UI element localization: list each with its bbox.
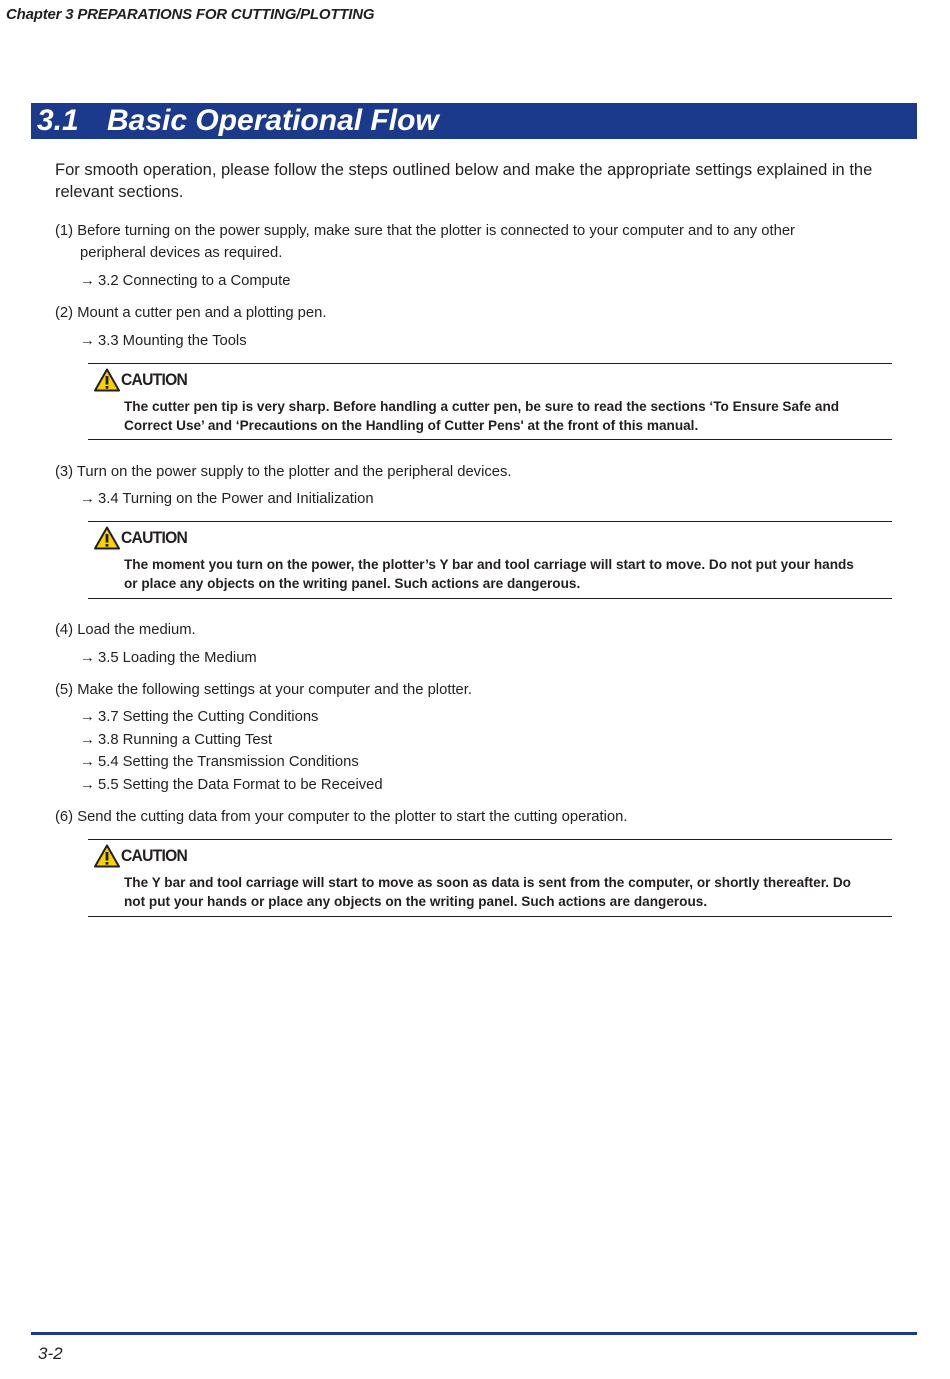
warning-triangle-icon bbox=[94, 368, 120, 392]
caution-line: or place any objects on the writing panel. Such actions are dangerous. bbox=[124, 576, 581, 591]
caution-line: The moment you turn on the power, the plotter’s Y bar and tool carriage will start to move. Do not put your hands bbox=[124, 557, 854, 572]
reference-text: 3.7 Setting the Cutting Conditions bbox=[98, 709, 319, 725]
caution-box bbox=[88, 521, 892, 599]
arrow-right-icon: → bbox=[80, 333, 95, 349]
reference-link[interactable] bbox=[80, 751, 359, 773]
arrow-right-icon: → bbox=[80, 273, 95, 289]
caution-text bbox=[124, 555, 888, 593]
caution-line: The Y bar and tool carriage will start to move as soon as data is sent from the computer, or shortly thereafter. Do bbox=[124, 875, 851, 890]
arrow-right-icon: → bbox=[80, 754, 95, 770]
reference-link[interactable] bbox=[80, 706, 318, 728]
step-2 bbox=[55, 302, 895, 324]
reference-link[interactable] bbox=[80, 647, 257, 669]
arrow-right-icon: → bbox=[80, 491, 95, 507]
arrow-right-icon: → bbox=[80, 732, 95, 748]
caution-heading bbox=[94, 525, 193, 551]
reference-link[interactable] bbox=[80, 488, 374, 510]
reference-text: 3.4 Turning on the Power and Initialization bbox=[98, 491, 374, 507]
section-title: Basic Operational Flow bbox=[107, 104, 439, 137]
step-5 bbox=[55, 679, 895, 701]
intro-paragraph: For smooth operation, please follow the steps outlined below and make the appropriate settings explained in the relevant sections. bbox=[55, 161, 873, 201]
caution-heading bbox=[94, 843, 193, 869]
caution-line: Correct Use’ and ‘Precautions on the Handling of Cutter Pens' at the front of this manual. bbox=[124, 418, 699, 433]
reference-link[interactable] bbox=[80, 270, 290, 292]
step-5-text: (5) Make the following settings at your computer and the plotter. bbox=[55, 682, 473, 698]
reference-text: 3.8 Running a Cutting Test bbox=[98, 732, 273, 748]
warning-triangle-icon bbox=[94, 526, 120, 550]
arrow-right-icon: → bbox=[80, 650, 95, 666]
step-6-text: (6) Send the cutting data from your computer to the plotter to start the cutting operation. bbox=[55, 809, 628, 825]
section-number: 3.1 bbox=[37, 104, 79, 137]
reference-link[interactable] bbox=[80, 729, 272, 751]
reference-text: 3.2 Connecting to a Compute bbox=[98, 273, 291, 289]
step-3 bbox=[55, 461, 895, 483]
page-number: 3-2 bbox=[38, 1344, 63, 1363]
caution-text bbox=[124, 397, 888, 435]
footer-rule bbox=[31, 1332, 917, 1335]
caution-line: The cutter pen tip is very sharp. Before handling a cutter pen, be sure to read the sections ‘To Ensure Safe and bbox=[124, 399, 840, 414]
step-3-text: (3) Turn on the power supply to the plotter and the peripheral devices. bbox=[55, 464, 512, 480]
reference-text: 3.3 Mounting the Tools bbox=[98, 333, 247, 349]
step-1-text: (1) Before turning on the power supply, make sure that the plotter is connected to your computer and to any other bbox=[55, 223, 795, 239]
caution-label: CAUTION bbox=[121, 370, 188, 389]
reference-link[interactable] bbox=[80, 330, 247, 352]
reference-link[interactable] bbox=[80, 774, 383, 796]
reference-text: 5.4 Setting the Transmission Conditions bbox=[98, 754, 359, 770]
reference-text: 3.5 Loading the Medium bbox=[98, 650, 257, 666]
arrow-right-icon: → bbox=[80, 709, 95, 725]
caution-text bbox=[124, 873, 888, 911]
step-4 bbox=[55, 619, 895, 641]
step-6 bbox=[55, 806, 895, 828]
warning-triangle-icon bbox=[94, 844, 120, 868]
caution-label: CAUTION bbox=[121, 846, 188, 865]
caution-line: not put your hands or place any objects on the writing panel. Such actions are dangerous. bbox=[124, 894, 708, 909]
arrow-right-icon: → bbox=[80, 777, 95, 793]
step-2-text: (2) Mount a cutter pen and a plotting pen. bbox=[55, 305, 327, 321]
section-banner bbox=[31, 103, 917, 139]
step-1-continuation: peripheral devices as required. bbox=[80, 245, 283, 261]
reference-text: 5.5 Setting the Data Format to be Received bbox=[98, 777, 383, 793]
caution-box bbox=[88, 839, 892, 917]
caution-heading bbox=[94, 367, 193, 393]
caution-box bbox=[88, 363, 892, 440]
chapter-header: Chapter 3 PREPARATIONS FOR CUTTING/PLOTTING bbox=[6, 6, 375, 23]
caution-label: CAUTION bbox=[121, 528, 188, 547]
step-4-text: (4) Load the medium. bbox=[55, 622, 196, 638]
step-1 bbox=[55, 220, 895, 264]
